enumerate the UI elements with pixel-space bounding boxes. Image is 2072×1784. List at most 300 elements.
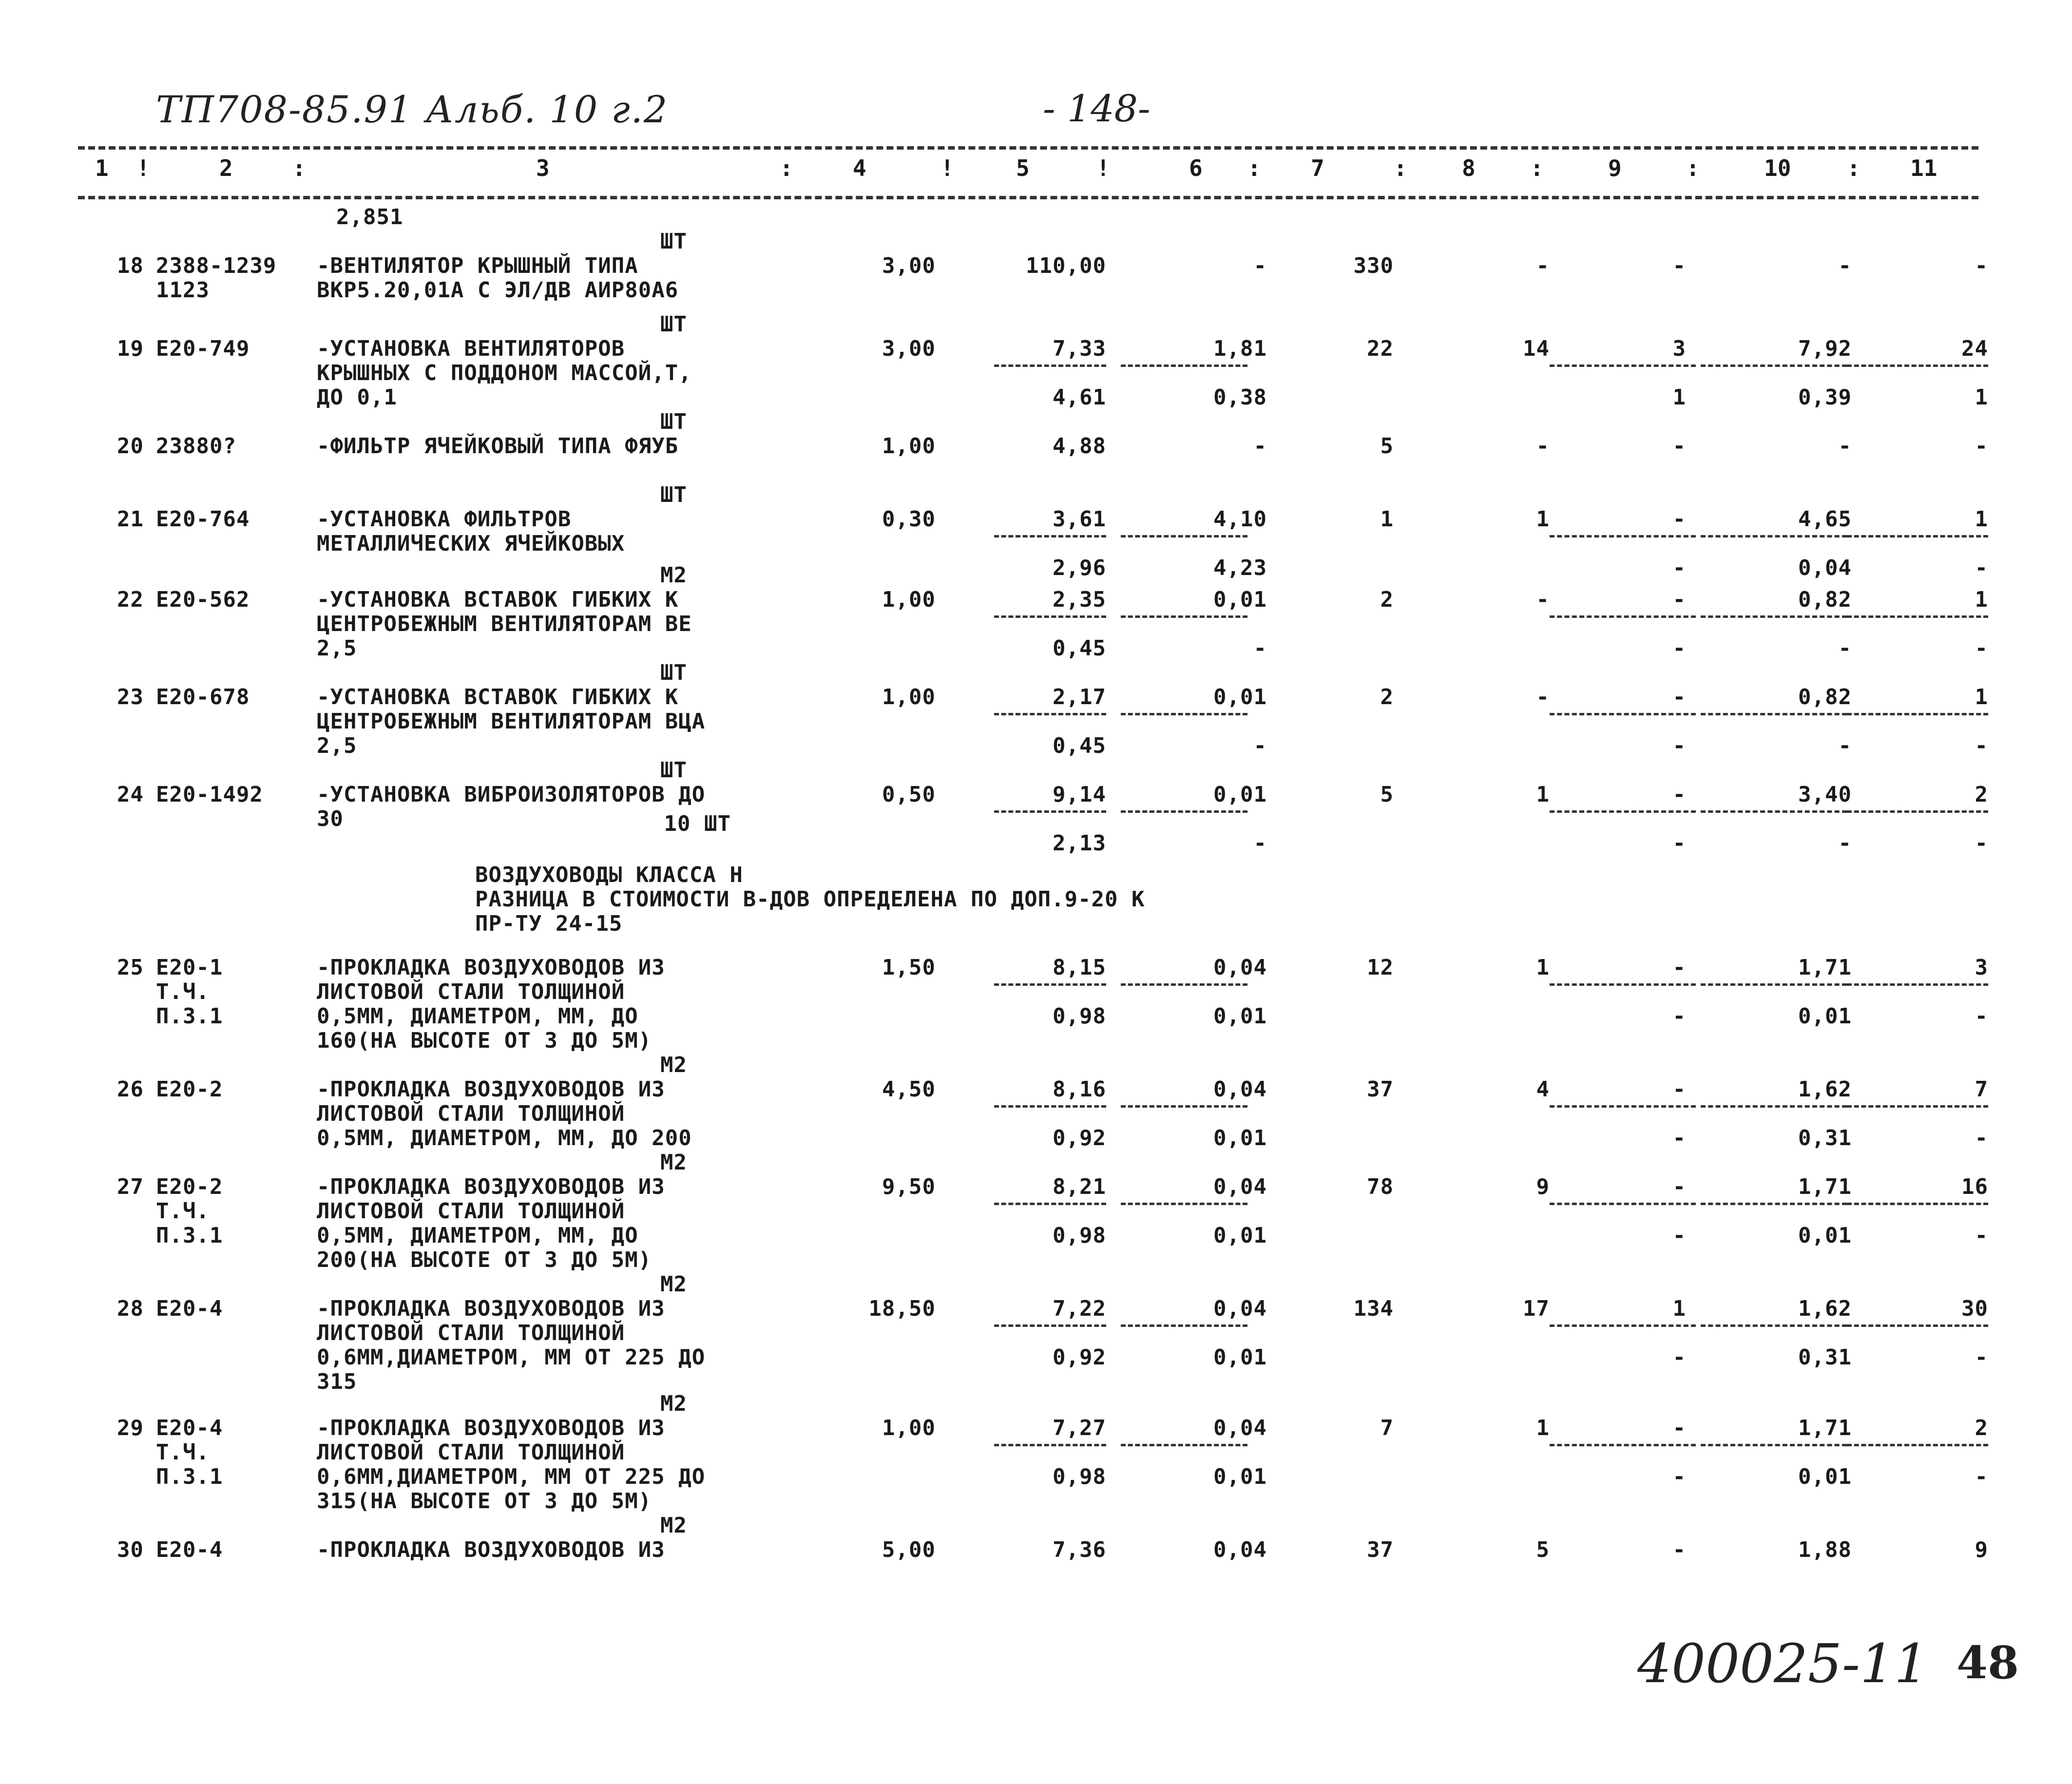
col11-sub-value: - <box>1975 1345 1988 1370</box>
row-code: Е20-764 <box>156 507 250 532</box>
col5-value: 7,22 <box>1053 1296 1106 1321</box>
row-code: П.3.1 <box>156 1464 223 1489</box>
col8-value: - <box>1536 587 1550 612</box>
col11-value: 30 <box>1961 1296 1988 1321</box>
col7-value: 5 <box>1380 782 1394 807</box>
fraction-rule <box>1550 810 1696 813</box>
col7-value: 330 <box>1353 253 1394 278</box>
row-number: 22 <box>117 587 144 612</box>
col6-sub-value: 0,01 <box>1213 1345 1267 1370</box>
col10-sub-value: 0,31 <box>1798 1126 1852 1151</box>
col11-sub-value: - <box>1975 636 1988 661</box>
col10-value: 0,82 <box>1798 685 1852 710</box>
col6-sub-value: - <box>1253 636 1267 661</box>
row-number: 24 <box>117 782 144 807</box>
col11-sub-value: - <box>1975 733 1988 758</box>
col10-value: 1,71 <box>1798 1174 1852 1199</box>
col5-sub-value: 0,92 <box>1053 1126 1106 1151</box>
col5-sub-value: 0,98 <box>1053 1004 1106 1029</box>
col5-value: 2,35 <box>1053 587 1106 612</box>
row-description: 0,5ММ, ДИАМЕТРОМ, ММ, ДО <box>317 1004 638 1029</box>
fraction-rule <box>1847 1203 1988 1205</box>
row-description: 0,6ММ,ДИАМЕТРОМ, ММ ОТ 225 ДО <box>317 1464 706 1489</box>
page-number: - 148- <box>1043 87 1151 130</box>
row-description: 0,6ММ,ДИАМЕТРОМ, ММ ОТ 225 ДО <box>317 1345 706 1370</box>
col10-value: 4,65 <box>1798 507 1852 532</box>
unit-label: М2 <box>660 563 687 588</box>
col10-sub-value: 0,01 <box>1798 1464 1852 1489</box>
quantity: 1,00 <box>882 685 936 710</box>
row-code: Т.Ч. <box>156 1199 210 1224</box>
row-description: -ВЕНТИЛЯТОР КРЫШНЫЙ ТИПА <box>317 253 638 278</box>
col10-sub-value: 0,04 <box>1798 556 1852 580</box>
col9-sub-value: 1 <box>1672 385 1686 410</box>
col8-value: 1 <box>1536 782 1550 807</box>
fraction-rule <box>1550 1105 1696 1108</box>
column-header-8: 8 <box>1462 155 1476 181</box>
row-description: -УСТАНОВКА ФИЛЬТРОВ <box>317 507 572 532</box>
col5-sub-value: 2,13 <box>1053 831 1106 856</box>
row-number: 29 <box>117 1416 144 1440</box>
col10-sub-value: 0,01 <box>1798 1223 1852 1248</box>
row-description: 0,5ММ, ДИАМЕТРОМ, ММ, ДО 200 <box>317 1126 692 1151</box>
col11-value: 1 <box>1975 685 1988 710</box>
row-number: 21 <box>117 507 144 532</box>
fraction-rule <box>1701 713 1847 715</box>
column-header-7: 7 <box>1311 155 1324 181</box>
fraction-rule <box>994 535 1106 537</box>
col9-value: - <box>1672 1537 1686 1562</box>
col8-value: - <box>1536 253 1550 278</box>
column-separator: : <box>1247 155 1261 181</box>
unit-label: ШТ <box>660 758 687 783</box>
fraction-rule <box>1701 1203 1847 1205</box>
col11-value: 9 <box>1975 1537 1988 1562</box>
fraction-rule <box>994 1324 1106 1327</box>
row-description: -ПРОКЛАДКА ВОЗДУХОВОДОВ ИЗ <box>317 1174 665 1199</box>
fraction-rule <box>1550 1444 1696 1446</box>
col11-sub-value: 1 <box>1975 385 1988 410</box>
row-description: -ПРОКЛАДКА ВОЗДУХОВОДОВ ИЗ <box>317 1296 665 1321</box>
col11-sub-value: - <box>1975 1464 1988 1489</box>
column-separator: ! <box>940 155 954 181</box>
fraction-rule <box>1847 983 1988 986</box>
col5-sub-value: 0,98 <box>1053 1464 1106 1489</box>
row-code: 2388-1239 <box>156 253 277 278</box>
fraction-rule <box>1550 983 1696 986</box>
column-separator: : <box>292 155 306 181</box>
row-description: 315 <box>317 1369 357 1394</box>
col11-value: 2 <box>1975 782 1988 807</box>
col10-value: 1,71 <box>1798 955 1852 980</box>
fraction-rule <box>1121 713 1247 715</box>
column-separator: ! <box>1096 155 1110 181</box>
fraction-rule <box>1121 535 1247 537</box>
col11-value: - <box>1975 434 1988 459</box>
row-code: Е20-749 <box>156 336 250 361</box>
column-header-5: 5 <box>1016 155 1030 181</box>
col6-value: 0,04 <box>1213 1416 1267 1440</box>
col9-value: - <box>1672 587 1686 612</box>
col6-sub-value: 0,01 <box>1213 1126 1267 1151</box>
unit-label: М2 <box>660 1053 687 1077</box>
row-code: П.3.1 <box>156 1223 223 1248</box>
col8-value: 14 <box>1523 336 1550 361</box>
column-header-1: 1 <box>95 155 109 181</box>
row-description: -УСТАНОВКА ВИБРОИЗОЛЯТОРОВ ДО <box>317 782 706 807</box>
fraction-rule <box>994 1105 1106 1108</box>
col7-value: 1 <box>1380 507 1394 532</box>
col6-sub-value: 4,23 <box>1213 556 1267 580</box>
row-description: -ПРОКЛАДКА ВОЗДУХОВОДОВ ИЗ <box>317 1416 665 1440</box>
col10-sub-value: 0,31 <box>1798 1345 1852 1370</box>
col10-sub-value: - <box>1838 636 1852 661</box>
col11-value: 3 <box>1975 955 1988 980</box>
col11-sub-value: - <box>1975 831 1988 856</box>
col9-sub-value: - <box>1672 1223 1686 1248</box>
col5-value: 2,17 <box>1053 685 1106 710</box>
fraction-rule <box>1121 810 1247 813</box>
fraction-rule <box>1121 1105 1247 1108</box>
fraction-rule <box>1847 1105 1988 1108</box>
col7-value: 7 <box>1380 1416 1394 1440</box>
row-description: 200(НА ВЫСОТЕ ОТ 3 ДО 5М) <box>317 1247 652 1272</box>
column-separator: : <box>1394 155 1407 181</box>
fraction-rule <box>1550 615 1696 618</box>
col8-value: 1 <box>1536 1416 1550 1440</box>
col8-value: - <box>1536 434 1550 459</box>
col6-sub-value: 0,38 <box>1213 385 1267 410</box>
quantity: 1,00 <box>882 434 936 459</box>
col11-value: - <box>1975 253 1988 278</box>
row-description: -УСТАНОВКА ВЕНТИЛЯТОРОВ <box>317 336 625 361</box>
col8-value: 1 <box>1536 507 1550 532</box>
col7-value: 134 <box>1353 1296 1394 1321</box>
row-description: -ПРОКЛАДКА ВОЗДУХОВОДОВ ИЗ <box>317 1537 665 1562</box>
col8-value: 9 <box>1536 1174 1550 1199</box>
col9-sub-value: - <box>1672 556 1686 580</box>
col10-value: - <box>1838 253 1852 278</box>
lead-text: 2,851 <box>336 205 403 230</box>
row-code: Т.Ч. <box>156 979 210 1004</box>
fraction-rule <box>1847 713 1988 715</box>
col6-value: 0,04 <box>1213 1077 1267 1102</box>
col7-value: 37 <box>1367 1077 1394 1102</box>
col6-sub-value: 0,01 <box>1213 1004 1267 1029</box>
col6-value: 0,04 <box>1213 1296 1267 1321</box>
col9-value: - <box>1672 1077 1686 1102</box>
col5-sub-value: 0,45 <box>1053 733 1106 758</box>
col7-value: 2 <box>1380 685 1394 710</box>
unit-label: 10 ШТ <box>664 811 731 836</box>
col9-value: - <box>1672 507 1686 532</box>
col8-value: 1 <box>1536 955 1550 980</box>
col9-value: - <box>1672 1416 1686 1440</box>
col5-value: 8,16 <box>1053 1077 1106 1102</box>
row-code: Е20-562 <box>156 587 250 612</box>
col10-sub-value: - <box>1838 733 1852 758</box>
row-description: 30 <box>317 806 344 831</box>
row-code: Т.Ч. <box>156 1440 210 1465</box>
fraction-rule <box>1701 535 1847 537</box>
col11-sub-value: - <box>1975 1126 1988 1151</box>
col9-sub-value: - <box>1672 1464 1686 1489</box>
unit-label: М2 <box>660 1391 687 1416</box>
col5-sub-value: 0,92 <box>1053 1345 1106 1370</box>
row-code: Е20-1 <box>156 955 223 980</box>
col5-value: 7,33 <box>1053 336 1106 361</box>
col5-sub-value: 0,45 <box>1053 636 1106 661</box>
fraction-rule <box>1121 1324 1247 1327</box>
fraction-rule <box>1701 810 1847 813</box>
quantity: 4,50 <box>882 1077 936 1102</box>
top-rule <box>78 146 1978 150</box>
col10-value: 7,92 <box>1798 336 1852 361</box>
quantity: 1,00 <box>882 587 936 612</box>
row-description: ЦЕНТРОБЕЖНЫМ ВЕНТИЛЯТОРАМ ВЦА <box>317 709 706 734</box>
col6-value: 4,10 <box>1213 507 1267 532</box>
col9-sub-value: - <box>1672 733 1686 758</box>
fraction-rule <box>1701 615 1847 618</box>
quantity: 0,50 <box>882 782 936 807</box>
col7-value: 5 <box>1380 434 1394 459</box>
col11-sub-value: - <box>1975 556 1988 580</box>
column-separator: ! <box>136 155 150 181</box>
unit-label: ШТ <box>660 229 687 254</box>
fraction-rule <box>1121 1203 1247 1205</box>
unit-label: ШТ <box>660 409 687 434</box>
row-description: -УСТАНОВКА ВСТАВОК ГИБКИХ К <box>317 587 679 612</box>
fraction-rule <box>1701 1324 1847 1327</box>
col10-value: 1,71 <box>1798 1416 1852 1440</box>
col5-value: 7,27 <box>1053 1416 1106 1440</box>
col9-value: - <box>1672 434 1686 459</box>
col9-value: - <box>1672 955 1686 980</box>
col9-value: 1 <box>1672 1296 1686 1321</box>
col6-value: 0,04 <box>1213 1174 1267 1199</box>
fraction-rule <box>994 983 1106 986</box>
row-code: Е20-2 <box>156 1174 223 1199</box>
row-code: Е20-1492 <box>156 782 263 807</box>
col9-sub-value: - <box>1672 1126 1686 1151</box>
row-code: 1123 <box>156 278 210 303</box>
col10-sub-value: 0,01 <box>1798 1004 1852 1029</box>
row-number: 23 <box>117 685 144 710</box>
fraction-rule <box>1550 1203 1696 1205</box>
footer-code: 400025-11 <box>1637 1632 1929 1695</box>
col9-sub-value: - <box>1672 1345 1686 1370</box>
quantity: 1,50 <box>882 955 936 980</box>
row-number: 25 <box>117 955 144 980</box>
fraction-rule <box>1701 1444 1847 1446</box>
col9-value: 3 <box>1672 336 1686 361</box>
col11-value: 7 <box>1975 1077 1988 1102</box>
fraction-rule <box>1550 535 1696 537</box>
col6-value: - <box>1253 253 1267 278</box>
fraction-rule <box>1847 364 1988 367</box>
col7-value: 22 <box>1367 336 1394 361</box>
col5-sub-value: 2,96 <box>1053 556 1106 580</box>
fraction-rule <box>1701 364 1847 367</box>
col11-value: 16 <box>1961 1174 1988 1199</box>
row-description: 2,5 <box>317 733 357 758</box>
row-description: 160(НА ВЫСОТЕ ОТ 3 ДО 5М) <box>317 1028 652 1053</box>
col7-value: 12 <box>1367 955 1394 980</box>
col6-value: 0,04 <box>1213 1537 1267 1562</box>
quantity: 5,00 <box>882 1537 936 1562</box>
col8-value: 17 <box>1523 1296 1550 1321</box>
row-description: ЛИСТОВОЙ СТАЛИ ТОЛЩИНОЙ <box>317 1101 625 1126</box>
col5-value: 9,14 <box>1053 782 1106 807</box>
fraction-rule <box>994 810 1106 813</box>
fraction-rule <box>1121 983 1247 986</box>
col11-value: 1 <box>1975 507 1988 532</box>
row-description: 2,5 <box>317 636 357 661</box>
fraction-rule <box>994 1444 1106 1446</box>
row-description: ЛИСТОВОЙ СТАЛИ ТОЛЩИНОЙ <box>317 1321 625 1345</box>
row-code: Е20-4 <box>156 1296 223 1321</box>
col9-value: - <box>1672 685 1686 710</box>
column-separator: : <box>1530 155 1544 181</box>
row-number: 19 <box>117 336 144 361</box>
fraction-rule <box>1550 364 1696 367</box>
section-note-line: РАЗНИЦА В СТОИМОСТИ В-ДОВ ОПРЕДЕЛЕНА ПО ДОП.9-20 К <box>475 887 1145 912</box>
row-description: -УСТАНОВКА ВСТАВОК ГИБКИХ К <box>317 685 679 710</box>
section-note-line: ПР-ТУ 24-15 <box>475 911 623 936</box>
row-description: ЦЕНТРОБЕЖНЫМ ВЕНТИЛЯТОРАМ ВЕ <box>317 612 692 636</box>
section-note-line: ВОЗДУХОВОДЫ КЛАССА Н <box>475 863 743 887</box>
column-header-3: 3 <box>536 155 550 181</box>
col6-value: 0,01 <box>1213 587 1267 612</box>
column-header-9: 9 <box>1608 155 1622 181</box>
unit-label: М2 <box>660 1513 687 1538</box>
col6-value: - <box>1253 434 1267 459</box>
row-number: 30 <box>117 1537 144 1562</box>
col10-sub-value: 0,39 <box>1798 385 1852 410</box>
column-header-10: 10 <box>1764 155 1791 181</box>
fraction-rule <box>1121 1444 1247 1446</box>
col6-value: 0,04 <box>1213 955 1267 980</box>
col6-sub-value: - <box>1253 733 1267 758</box>
fraction-rule <box>1701 983 1847 986</box>
fraction-rule <box>1847 1444 1988 1446</box>
row-description: -ПРОКЛАДКА ВОЗДУХОВОДОВ ИЗ <box>317 1077 665 1102</box>
col5-value: 110,00 <box>1026 253 1106 278</box>
header-rule <box>78 196 1978 199</box>
unit-label: ШТ <box>660 482 687 507</box>
col9-value: - <box>1672 1174 1686 1199</box>
fraction-rule <box>994 713 1106 715</box>
col7-value: 78 <box>1367 1174 1394 1199</box>
col11-value: 1 <box>1975 587 1988 612</box>
col10-value: 1,62 <box>1798 1296 1852 1321</box>
row-description: ЛИСТОВОЙ СТАЛИ ТОЛЩИНОЙ <box>317 1199 625 1224</box>
col9-sub-value: - <box>1672 636 1686 661</box>
row-number: 18 <box>117 253 144 278</box>
col7-value: 2 <box>1380 587 1394 612</box>
col10-value: 1,62 <box>1798 1077 1852 1102</box>
col5-value: 3,61 <box>1053 507 1106 532</box>
col8-value: 4 <box>1536 1077 1550 1102</box>
row-description: ЛИСТОВОЙ СТАЛИ ТОЛЩИНОЙ <box>317 1440 625 1465</box>
quantity: 3,00 <box>882 336 936 361</box>
col6-value: 1,81 <box>1213 336 1267 361</box>
row-description: ЛИСТОВОЙ СТАЛИ ТОЛЩИНОЙ <box>317 979 625 1004</box>
col5-value: 4,88 <box>1053 434 1106 459</box>
col11-sub-value: - <box>1975 1223 1988 1248</box>
quantity: 0,30 <box>882 507 936 532</box>
row-code: Е20-678 <box>156 685 250 710</box>
col10-value: - <box>1838 434 1852 459</box>
row-description: ДО 0,1 <box>317 385 397 410</box>
row-description: МЕТАЛЛИЧЕСКИХ ЯЧЕЙКОВЫХ <box>317 531 625 556</box>
col10-value: 0,82 <box>1798 587 1852 612</box>
col10-value: 3,40 <box>1798 782 1852 807</box>
col10-sub-value: - <box>1838 831 1852 856</box>
row-number: 26 <box>117 1077 144 1102</box>
col9-value: - <box>1672 253 1686 278</box>
row-description: 0,5ММ, ДИАМЕТРОМ, ММ, ДО <box>317 1223 638 1248</box>
col6-value: 0,01 <box>1213 782 1267 807</box>
column-separator: : <box>1686 155 1700 181</box>
row-code: Е20-4 <box>156 1537 223 1562</box>
unit-label: ШТ <box>660 660 687 685</box>
fraction-rule <box>994 364 1106 367</box>
col11-value: 24 <box>1961 336 1988 361</box>
fraction-rule <box>1847 615 1988 618</box>
col11-sub-value: - <box>1975 1004 1988 1029</box>
col9-value: - <box>1672 782 1686 807</box>
quantity: 3,00 <box>882 253 936 278</box>
row-code: Е20-2 <box>156 1077 223 1102</box>
row-description: 315(НА ВЫСОТЕ ОТ 3 ДО 5М) <box>317 1489 652 1514</box>
row-code: Е20-4 <box>156 1416 223 1440</box>
fraction-rule <box>1847 810 1988 813</box>
col11-value: 2 <box>1975 1416 1988 1440</box>
fraction-rule <box>1701 1105 1847 1108</box>
row-number: 28 <box>117 1296 144 1321</box>
fraction-rule <box>1550 713 1696 715</box>
fraction-rule <box>1847 1324 1988 1327</box>
fraction-rule <box>994 615 1106 618</box>
column-header-6: 6 <box>1189 155 1203 181</box>
column-header-2: 2 <box>219 155 233 181</box>
row-description: -ПРОКЛАДКА ВОЗДУХОВОДОВ ИЗ <box>317 955 665 980</box>
quantity: 18,50 <box>868 1296 936 1321</box>
column-header-4: 4 <box>853 155 866 181</box>
row-number: 20 <box>117 434 144 459</box>
col9-sub-value: - <box>1672 1004 1686 1029</box>
col5-value: 8,15 <box>1053 955 1106 980</box>
row-description: ВКР5.20,01А С ЭЛ/ДВ АИР80А6 <box>317 278 679 303</box>
quantity: 1,00 <box>882 1416 936 1440</box>
album-code: ТП708-85.91 Альб. 10 г.2 <box>156 88 669 131</box>
unit-label: ШТ <box>660 312 687 337</box>
col6-sub-value: 0,01 <box>1213 1464 1267 1489</box>
row-code: П.3.1 <box>156 1004 223 1029</box>
col6-value: 0,01 <box>1213 685 1267 710</box>
col10-value: 1,88 <box>1798 1537 1852 1562</box>
fraction-rule <box>994 1203 1106 1205</box>
column-separator: : <box>1847 155 1861 181</box>
row-description: -ФИЛЬТР ЯЧЕЙКОВЫЙ ТИПА ФЯУБ <box>317 434 679 459</box>
fraction-rule <box>1121 615 1247 618</box>
fraction-rule <box>1121 364 1247 367</box>
col5-sub-value: 0,98 <box>1053 1223 1106 1248</box>
col5-value: 7,36 <box>1053 1537 1106 1562</box>
column-header-11: 11 <box>1910 155 1938 181</box>
unit-label: М2 <box>660 1272 687 1297</box>
